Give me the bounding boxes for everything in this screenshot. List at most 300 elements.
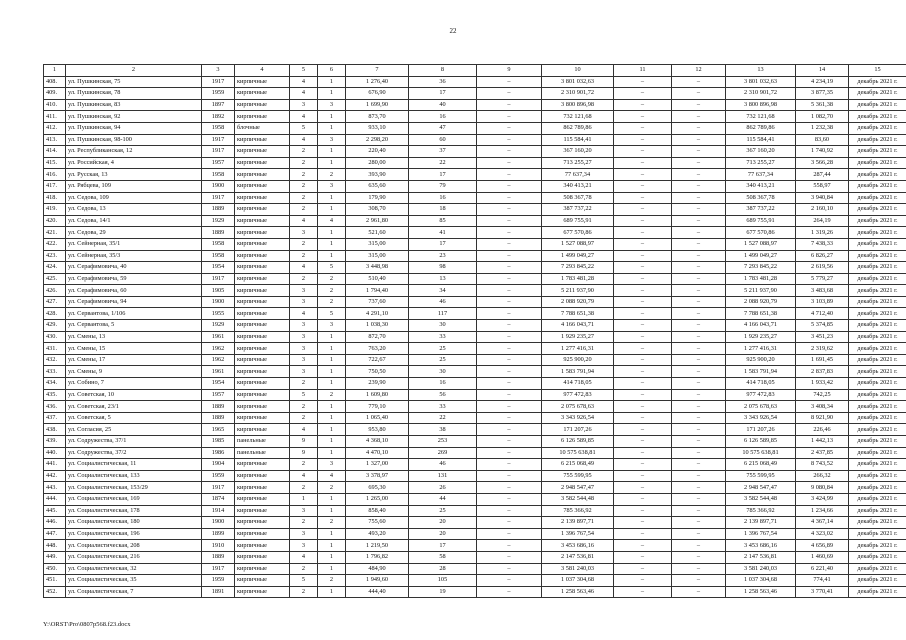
table-row <box>44 470 906 482</box>
wall-material-cell: блочные <box>235 122 290 134</box>
address-cell: ул. Смены, 9 <box>66 366 202 378</box>
cost-per-unit-cell: 2 160,10 <box>796 204 849 216</box>
table-row <box>44 354 906 366</box>
entrances-cell: 2 <box>318 482 346 494</box>
floors-cell: 3 <box>290 331 318 343</box>
floors-cell: 3 <box>290 354 318 366</box>
address-cell: ул. Социалистическая, 35 <box>66 575 202 587</box>
row-number-cell: 425. <box>44 273 66 285</box>
address-cell: ул. Русская, 13 <box>66 169 202 181</box>
col-12-cell: – <box>672 343 726 355</box>
deadline-cell: декабрь 2021 г. <box>849 88 906 100</box>
wall-material-cell: кирпичные <box>235 285 290 297</box>
cost-per-unit-cell: 4 367,14 <box>796 517 849 529</box>
row-number-cell: 417. <box>44 180 66 192</box>
floors-cell: 2 <box>290 563 318 575</box>
residents-cell: 16 <box>409 111 477 123</box>
total-cost-cell: 77 637,34 <box>726 169 796 181</box>
cost-per-unit-cell: 2 319,62 <box>796 343 849 355</box>
year-built-cell: 1900 <box>202 180 235 192</box>
table-row <box>44 204 906 216</box>
residents-cell: 30 <box>409 320 477 332</box>
year-built-cell: 1910 <box>202 540 235 552</box>
entrances-cell: 2 <box>318 285 346 297</box>
col-12-cell: – <box>672 192 726 204</box>
table-row <box>44 378 906 390</box>
cost-cell: 340 413,21 <box>542 180 614 192</box>
cost-per-unit-cell: 1 740,92 <box>796 146 849 158</box>
cost-cell: 1 258 563,46 <box>542 586 614 598</box>
cost-cell: 1 527 088,97 <box>542 238 614 250</box>
total-cost-cell: 1 258 563,46 <box>726 586 796 598</box>
area-cell: 3 448,98 <box>346 262 409 274</box>
deadline-cell: декабрь 2021 г. <box>849 540 906 552</box>
address-cell: ул. Социалистическая, 32 <box>66 563 202 575</box>
floors-cell: 2 <box>290 180 318 192</box>
row-number-cell: 450. <box>44 563 66 575</box>
residents-cell: 46 <box>409 459 477 471</box>
deadline-cell: декабрь 2021 г. <box>849 262 906 274</box>
col-9-cell: – <box>477 354 542 366</box>
wall-material-cell: кирпичные <box>235 192 290 204</box>
total-cost-cell: 1 783 481,28 <box>726 273 796 285</box>
cost-per-unit-cell: 1 234,66 <box>796 505 849 517</box>
total-cost-cell: 387 737,22 <box>726 204 796 216</box>
table-row <box>44 563 906 575</box>
cost-cell: 387 737,22 <box>542 204 614 216</box>
table-row <box>44 459 906 471</box>
area-cell: 2 298,20 <box>346 134 409 146</box>
deadline-cell: декабрь 2021 г. <box>849 528 906 540</box>
table-row <box>44 540 906 552</box>
address-cell: ул. Серафимовича, 40 <box>66 262 202 274</box>
row-number-cell: 426. <box>44 285 66 297</box>
entrances-cell: 1 <box>318 401 346 413</box>
cost-per-unit-cell: 1 082,70 <box>796 111 849 123</box>
year-built-cell: 1961 <box>202 331 235 343</box>
wall-material-cell: кирпичные <box>235 204 290 216</box>
residents-cell: 17 <box>409 169 477 181</box>
floors-cell: 2 <box>290 146 318 158</box>
entrances-cell: 3 <box>318 99 346 111</box>
year-built-cell: 1917 <box>202 134 235 146</box>
col-11-cell: – <box>614 238 672 250</box>
col-12-cell: – <box>672 169 726 181</box>
cost-per-unit-cell: 3 451,23 <box>796 331 849 343</box>
area-cell: 722,67 <box>346 354 409 366</box>
col-12-cell: – <box>672 146 726 158</box>
table-row <box>44 493 906 505</box>
col-9-cell: – <box>477 505 542 517</box>
col-9-cell: – <box>477 250 542 262</box>
total-cost-cell: 6 126 589,85 <box>726 436 796 448</box>
area-cell: 1 794,40 <box>346 285 409 297</box>
cost-cell: 3 582 544,48 <box>542 493 614 505</box>
cost-per-unit-cell: 3 424,99 <box>796 493 849 505</box>
cost-cell: 689 755,91 <box>542 215 614 227</box>
year-built-cell: 1954 <box>202 378 235 390</box>
total-cost-cell: 2 147 536,81 <box>726 551 796 563</box>
residents-cell: 22 <box>409 412 477 424</box>
col-11-cell: – <box>614 320 672 332</box>
col-12-cell: – <box>672 320 726 332</box>
year-built-cell: 1891 <box>202 586 235 598</box>
year-built-cell: 1957 <box>202 389 235 401</box>
address-cell: ул. Советская, 23/1 <box>66 401 202 413</box>
row-number-cell: 411. <box>44 111 66 123</box>
cost-cell: 1 929 235,27 <box>542 331 614 343</box>
total-cost-cell: 713 255,27 <box>726 157 796 169</box>
cost-per-unit-cell: 2 437,85 <box>796 447 849 459</box>
col-12-cell: – <box>672 122 726 134</box>
row-number-cell: 439. <box>44 436 66 448</box>
floors-cell: 2 <box>290 517 318 529</box>
col-12-cell: – <box>672 586 726 598</box>
col-9-cell: – <box>477 273 542 285</box>
address-cell: ул. Пушкинская, 94 <box>66 122 202 134</box>
floors-cell: 5 <box>290 389 318 401</box>
total-cost-cell: 7 788 651,38 <box>726 308 796 320</box>
row-number-cell: 412. <box>44 122 66 134</box>
column-header: 12 <box>672 65 726 77</box>
entrances-cell: 1 <box>318 227 346 239</box>
entrances-cell: 1 <box>318 111 346 123</box>
col-9-cell: – <box>477 482 542 494</box>
col-9-cell: – <box>477 470 542 482</box>
deadline-cell: декабрь 2021 г. <box>849 470 906 482</box>
total-cost-cell: 115 584,41 <box>726 134 796 146</box>
address-cell: ул. Сервантова, 1/106 <box>66 308 202 320</box>
floors-cell: 4 <box>290 470 318 482</box>
cost-per-unit-cell: 287,44 <box>796 169 849 181</box>
year-built-cell: 1892 <box>202 111 235 123</box>
cost-per-unit-cell: 4 323,02 <box>796 528 849 540</box>
table-row <box>44 551 906 563</box>
col-9-cell: – <box>477 436 542 448</box>
area-cell: 763,20 <box>346 343 409 355</box>
col-12-cell: – <box>672 517 726 529</box>
entrances-cell: 2 <box>318 575 346 587</box>
row-number-cell: 421. <box>44 227 66 239</box>
col-12-cell: – <box>672 366 726 378</box>
cost-per-unit-cell: 5 361,38 <box>796 99 849 111</box>
floors-cell: 3 <box>290 285 318 297</box>
floors-cell: 4 <box>290 424 318 436</box>
col-12-cell: – <box>672 331 726 343</box>
row-number-cell: 420. <box>44 215 66 227</box>
area-cell: 1 219,50 <box>346 540 409 552</box>
row-number-cell: 423. <box>44 250 66 262</box>
residents-cell: 25 <box>409 354 477 366</box>
area-cell: 2 961,80 <box>346 215 409 227</box>
residents-cell: 20 <box>409 517 477 529</box>
floors-cell: 2 <box>290 459 318 471</box>
cost-per-unit-cell: 1 232,38 <box>796 122 849 134</box>
col-12-cell: – <box>672 204 726 216</box>
wall-material-cell: кирпичные <box>235 238 290 250</box>
residents-cell: 33 <box>409 331 477 343</box>
residents-cell: 34 <box>409 285 477 297</box>
address-cell: ул. Серафимовича, 59 <box>66 273 202 285</box>
col-11-cell: – <box>614 262 672 274</box>
col-12-cell: – <box>672 76 726 88</box>
footer-file-path: Y:\ORST\Pro\0807p568.f23.docx <box>43 621 131 628</box>
row-number-cell: 414. <box>44 146 66 158</box>
cost-per-unit-cell: 2 619,56 <box>796 262 849 274</box>
col-9-cell: – <box>477 517 542 529</box>
col-12-cell: – <box>672 88 726 100</box>
col-9-cell: – <box>477 575 542 587</box>
area-cell: 484,90 <box>346 563 409 575</box>
table-row <box>44 424 906 436</box>
area-cell: 280,00 <box>346 157 409 169</box>
address-cell: ул. Социалистическая, 178 <box>66 505 202 517</box>
cost-per-unit-cell: 3 877,35 <box>796 88 849 100</box>
year-built-cell: 1917 <box>202 563 235 575</box>
cost-cell: 414 718,05 <box>542 378 614 390</box>
col-12-cell: – <box>672 540 726 552</box>
total-cost-cell: 755 599,95 <box>726 470 796 482</box>
row-number-cell: 409. <box>44 88 66 100</box>
total-cost-cell: 4 166 043,71 <box>726 320 796 332</box>
area-cell: 393,90 <box>346 169 409 181</box>
residents-cell: 36 <box>409 76 477 88</box>
area-cell: 1 609,80 <box>346 389 409 401</box>
floors-cell: 1 <box>290 493 318 505</box>
cost-per-unit-cell: 1 933,42 <box>796 378 849 390</box>
entrances-cell: 3 <box>318 180 346 192</box>
table-row <box>44 320 906 332</box>
row-number-cell: 446. <box>44 517 66 529</box>
deadline-cell: декабрь 2021 г. <box>849 238 906 250</box>
cost-cell: 785 366,92 <box>542 505 614 517</box>
address-cell: ул. Социалистическая, 133 <box>66 470 202 482</box>
cost-cell: 4 166 043,71 <box>542 320 614 332</box>
total-cost-cell: 3 582 544,48 <box>726 493 796 505</box>
wall-material-cell: кирпичные <box>235 378 290 390</box>
table-row <box>44 575 906 587</box>
col-12-cell: – <box>672 180 726 192</box>
col-11-cell: – <box>614 192 672 204</box>
cost-cell: 1 277 416,31 <box>542 343 614 355</box>
floors-cell: 3 <box>290 320 318 332</box>
address-cell: ул. Содружества, 37/2 <box>66 447 202 459</box>
total-cost-cell: 1 499 049,27 <box>726 250 796 262</box>
col-11-cell: – <box>614 273 672 285</box>
year-built-cell: 1959 <box>202 88 235 100</box>
table-row <box>44 343 906 355</box>
area-cell: 315,00 <box>346 250 409 262</box>
col-11-cell: – <box>614 389 672 401</box>
col-9-cell: – <box>477 412 542 424</box>
col-12-cell: – <box>672 482 726 494</box>
entrances-cell: 1 <box>318 436 346 448</box>
residents-cell: 28 <box>409 563 477 575</box>
deadline-cell: декабрь 2021 г. <box>849 273 906 285</box>
col-9-cell: – <box>477 146 542 158</box>
address-cell: ул. Седова, 109 <box>66 192 202 204</box>
entrances-cell: 1 <box>318 505 346 517</box>
wall-material-cell: панельные <box>235 447 290 459</box>
col-11-cell: – <box>614 447 672 459</box>
residents-cell: 25 <box>409 343 477 355</box>
col-9-cell: – <box>477 111 542 123</box>
cost-cell: 3 343 926,54 <box>542 412 614 424</box>
entrances-cell: 2 <box>318 296 346 308</box>
residents-cell: 105 <box>409 575 477 587</box>
col-12-cell: – <box>672 389 726 401</box>
area-cell: 315,00 <box>346 238 409 250</box>
table-row <box>44 447 906 459</box>
address-cell: ул. Пушкинская, 98-100 <box>66 134 202 146</box>
col-9-cell: – <box>477 215 542 227</box>
total-cost-cell: 732 121,68 <box>726 111 796 123</box>
total-cost-cell: 2 088 920,79 <box>726 296 796 308</box>
col-9-cell: – <box>477 192 542 204</box>
row-number-cell: 442. <box>44 470 66 482</box>
year-built-cell: 1904 <box>202 459 235 471</box>
year-built-cell: 1917 <box>202 482 235 494</box>
cost-per-unit-cell: 3 566,28 <box>796 157 849 169</box>
residents-cell: 46 <box>409 296 477 308</box>
row-number-cell: 419. <box>44 204 66 216</box>
residents-cell: 269 <box>409 447 477 459</box>
year-built-cell: 1900 <box>202 517 235 529</box>
col-12-cell: – <box>672 459 726 471</box>
table-row <box>44 215 906 227</box>
wall-material-cell: кирпичные <box>235 76 290 88</box>
area-cell: 695,30 <box>346 482 409 494</box>
col-11-cell: – <box>614 401 672 413</box>
floors-cell: 4 <box>290 88 318 100</box>
col-12-cell: – <box>672 134 726 146</box>
wall-material-cell: кирпичные <box>235 412 290 424</box>
floors-cell: 3 <box>290 99 318 111</box>
total-cost-cell: 3 801 032,63 <box>726 76 796 88</box>
year-built-cell: 1954 <box>202 262 235 274</box>
cost-cell: 10 575 638,81 <box>542 447 614 459</box>
cost-per-unit-cell: 6 221,40 <box>796 563 849 575</box>
wall-material-cell: кирпичные <box>235 389 290 401</box>
address-cell: ул. Республиканская, 12 <box>66 146 202 158</box>
col-9-cell: – <box>477 331 542 343</box>
floors-cell: 5 <box>290 575 318 587</box>
column-header: 8 <box>409 65 477 77</box>
col-9-cell: – <box>477 586 542 598</box>
entrances-cell: 1 <box>318 192 346 204</box>
col-12-cell: – <box>672 575 726 587</box>
area-cell: 3 378,97 <box>346 470 409 482</box>
residents-cell: 26 <box>409 482 477 494</box>
deadline-cell: декабрь 2021 г. <box>849 505 906 517</box>
row-number-cell: 429. <box>44 320 66 332</box>
cost-cell: 1 396 767,54 <box>542 528 614 540</box>
entrances-cell: 1 <box>318 447 346 459</box>
table-row <box>44 146 906 158</box>
row-number-cell: 436. <box>44 401 66 413</box>
entrances-cell: 1 <box>318 76 346 88</box>
wall-material-cell: кирпичные <box>235 424 290 436</box>
deadline-cell: декабрь 2021 г. <box>849 296 906 308</box>
residents-cell: 40 <box>409 99 477 111</box>
cost-per-unit-cell: 4 234,19 <box>796 76 849 88</box>
residents-cell: 33 <box>409 401 477 413</box>
wall-material-cell: кирпичные <box>235 227 290 239</box>
year-built-cell: 1889 <box>202 227 235 239</box>
floors-cell: 4 <box>290 551 318 563</box>
wall-material-cell: кирпичные <box>235 343 290 355</box>
table-row <box>44 227 906 239</box>
total-cost-cell: 3 343 926,54 <box>726 412 796 424</box>
total-cost-cell: 3 581 240,03 <box>726 563 796 575</box>
deadline-cell: декабрь 2021 г. <box>849 493 906 505</box>
col-11-cell: – <box>614 296 672 308</box>
deadline-cell: декабрь 2021 г. <box>849 204 906 216</box>
entrances-cell: 1 <box>318 354 346 366</box>
year-built-cell: 1917 <box>202 273 235 285</box>
residents-cell: 37 <box>409 146 477 158</box>
area-cell: 308,70 <box>346 204 409 216</box>
total-cost-cell: 5 211 937,90 <box>726 285 796 297</box>
wall-material-cell: кирпичные <box>235 459 290 471</box>
wall-material-cell: кирпичные <box>235 250 290 262</box>
cost-per-unit-cell: 264,19 <box>796 215 849 227</box>
col-9-cell: – <box>477 169 542 181</box>
deadline-cell: декабрь 2021 г. <box>849 424 906 436</box>
floors-cell: 3 <box>290 366 318 378</box>
cost-cell: 2 310 901,72 <box>542 88 614 100</box>
cost-per-unit-cell: 1 319,26 <box>796 227 849 239</box>
col-9-cell: – <box>477 540 542 552</box>
year-built-cell: 1959 <box>202 470 235 482</box>
total-cost-cell: 2 075 678,63 <box>726 401 796 413</box>
col-9-cell: – <box>477 308 542 320</box>
cost-cell: 115 584,41 <box>542 134 614 146</box>
table-row <box>44 296 906 308</box>
wall-material-cell: кирпичные <box>235 273 290 285</box>
col-11-cell: – <box>614 563 672 575</box>
floors-cell: 2 <box>290 586 318 598</box>
wall-material-cell: кирпичные <box>235 505 290 517</box>
area-cell: 873,70 <box>346 111 409 123</box>
floors-cell: 2 <box>290 169 318 181</box>
table-row <box>44 99 906 111</box>
area-cell: 737,60 <box>346 296 409 308</box>
entrances-cell: 1 <box>318 204 346 216</box>
col-12-cell: – <box>672 227 726 239</box>
year-built-cell: 1914 <box>202 505 235 517</box>
col-11-cell: – <box>614 250 672 262</box>
col-12-cell: – <box>672 424 726 436</box>
row-number-cell: 416. <box>44 169 66 181</box>
total-cost-cell: 2 310 901,72 <box>726 88 796 100</box>
address-cell: ул. Социалистическая, 169 <box>66 493 202 505</box>
row-number-cell: 418. <box>44 192 66 204</box>
address-cell: ул. Рябцева, 109 <box>66 180 202 192</box>
table-row <box>44 169 906 181</box>
floors-cell: 2 <box>290 192 318 204</box>
residents-cell: 25 <box>409 505 477 517</box>
residents-cell: 131 <box>409 470 477 482</box>
col-11-cell: – <box>614 331 672 343</box>
col-12-cell: – <box>672 505 726 517</box>
deadline-cell: декабрь 2021 г. <box>849 308 906 320</box>
col-9-cell: – <box>477 424 542 436</box>
deadline-cell: декабрь 2021 г. <box>849 563 906 575</box>
residents-cell: 22 <box>409 157 477 169</box>
floors-cell: 9 <box>290 436 318 448</box>
cost-per-unit-cell: 3 770,41 <box>796 586 849 598</box>
